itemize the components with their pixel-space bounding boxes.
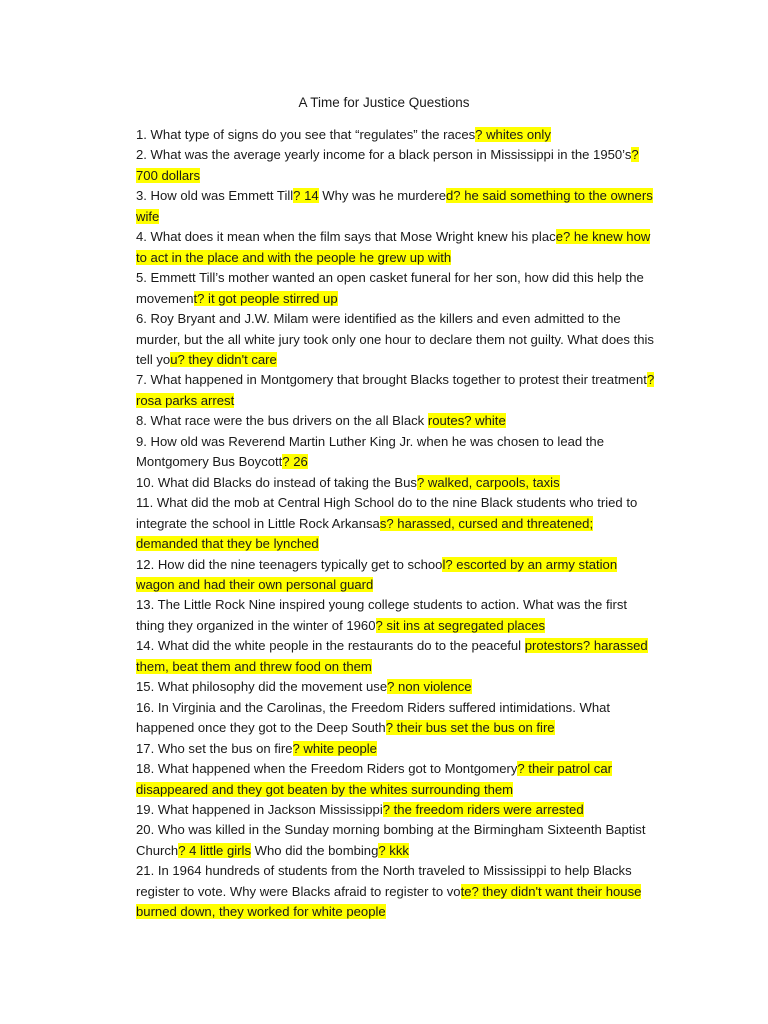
question-text: In 1964 hundreds of students from the North traveled to Mississippi to help Blacks register to vote. Why were Blacks afraid to register to vo — [136, 863, 632, 899]
answer-highlight: ? non violence — [387, 679, 472, 695]
question-text: How old was Reverend Martin Luther King Jr. when he was chosen to lead the Montgomery Bus Boycott — [136, 433, 605, 470]
question-item — [136, 800, 656, 820]
answer-highlight: ? the freedom riders were arrested — [382, 801, 584, 817]
question-item — [136, 186, 656, 227]
answer-highlight: ? sit ins at segregated places — [375, 617, 546, 633]
question-text: Who was killed in the Sunday morning bombing at the Birmingham Sixteenth Baptist Church — [136, 822, 646, 858]
question-number: 14. — [136, 638, 155, 654]
question-number: 10. — [136, 474, 155, 490]
question-item — [136, 125, 656, 145]
answer-highlight: ? their patrol car disappeared and they got beaten by the whites surrounding them — [136, 761, 613, 797]
question-item — [136, 227, 656, 268]
answer-highlight: ? walked, carpools, taxis — [416, 474, 560, 490]
question-number: 5. — [136, 270, 147, 286]
question-number: 11. — [136, 495, 154, 511]
question-number: 15. — [136, 679, 155, 695]
question-item — [136, 636, 656, 677]
question-text: Why was he murdere — [318, 188, 447, 204]
question-text: Who did the bombing — [251, 842, 379, 858]
question-text: How did the nine teenagers typically get to schoo — [154, 556, 443, 572]
answer-highlight: e? he knew how to act in the place and with the people he grew up with — [136, 229, 651, 265]
answer-highlight: ? whites only — [475, 127, 551, 142]
question-text: What does it mean when the film says that Mose Wright knew his plac — [146, 229, 556, 245]
question-number: 2. — [136, 147, 147, 163]
question-text: What was the average yearly income for a black person in Mississippi in the 1950’s — [146, 147, 632, 163]
page-title: A Time for Justice Questions — [298, 95, 470, 110]
question-number: 8. — [136, 413, 147, 429]
question-text: What happened when the Freedom Riders got to Montgomery — [154, 761, 518, 777]
question-item — [136, 820, 656, 861]
question-number: 16. — [136, 699, 155, 715]
question-text: How old was Emmett Till — [146, 188, 294, 204]
answer-highlight: ? 4 little girls — [178, 842, 251, 858]
question-number: 21. — [136, 863, 155, 879]
question-number: 6. — [136, 311, 147, 327]
answer-highlight: ? white people — [292, 740, 377, 756]
question-item — [136, 759, 656, 800]
question-item — [136, 555, 656, 596]
question-item — [136, 268, 656, 309]
answer-highlight: ? 14 — [293, 188, 319, 204]
question-text: What type of signs do you see that “regulates” the races — [146, 127, 476, 142]
answer-highlight: l? escorted by an army station wagon and had their own personal guard — [136, 556, 618, 592]
question-item — [136, 370, 656, 411]
question-list — [136, 125, 656, 923]
question-item — [136, 677, 656, 697]
question-text: What philosophy did the movement use — [154, 679, 388, 695]
answer-highlight: protestors? harassed them, beat them and threw food on them — [136, 638, 648, 674]
answer-highlight: u? they didn't care — [170, 351, 277, 367]
question-item — [136, 739, 656, 759]
answer-highlight: s? harassed, cursed and threatened; demanded that they be lynched — [136, 515, 594, 552]
question-item — [136, 595, 656, 636]
question-number: 1. — [136, 127, 147, 142]
answer-highlight: ? rosa parks arrest — [136, 372, 655, 408]
question-item — [136, 698, 656, 739]
question-item — [136, 411, 656, 431]
question-text: Emmett Till’s mother wanted an open casket funeral for her son, how did this help the movemen — [136, 270, 644, 306]
question-text: Roy Bryant and J.W. Milam were identified as the killers and even admitted to the murder, but the all white jury took only one hour to declare them not guilty. What does this tell yo — [136, 311, 654, 367]
question-number: 13. — [136, 597, 155, 613]
question-item — [136, 493, 656, 554]
question-text: What happened in Montgomery that brought Blacks together to protest their treatment — [146, 372, 647, 388]
question-text: What did Blacks do instead of taking the Bus — [154, 474, 417, 490]
question-item — [136, 309, 656, 370]
question-number: 18. — [136, 761, 155, 777]
question-item — [136, 861, 656, 922]
question-item — [136, 145, 656, 186]
question-number: 20. — [136, 822, 155, 838]
question-number: 7. — [136, 372, 147, 388]
answer-highlight: d? he said something to the owners wife — [136, 188, 653, 224]
answer-highlight: ? 700 dollars — [136, 147, 639, 183]
answer-highlight: ? kkk — [378, 842, 409, 858]
question-number: 4. — [136, 229, 147, 245]
answer-highlight: t? it got people stirred up — [193, 290, 338, 306]
question-number: 3. — [136, 188, 147, 204]
question-number: 12. — [136, 556, 155, 572]
question-number: 9. — [136, 433, 147, 449]
answer-highlight: ? 26 — [282, 454, 308, 470]
question-text: Who set the bus on fire — [154, 740, 293, 756]
question-text: What did the mob at Central High School do to the nine Black students who tried to integrate the school in Little Rock Arkansa — [136, 495, 638, 531]
question-text: In Virginia and the Carolinas, the Freedom Riders suffered intimidations. What happened once they got to the Deep South — [136, 699, 611, 736]
answer-highlight: routes? white — [427, 413, 506, 429]
question-text: What happened in Jackson Mississippi — [154, 801, 383, 817]
answer-highlight: ? their bus set the bus on fire — [385, 720, 555, 736]
question-item — [136, 473, 656, 493]
question-number: 19. — [136, 801, 155, 817]
answer-highlight: te? they didn't want their house burned down, they worked for white people — [136, 883, 642, 920]
question-text: The Little Rock Nine inspired young college students to action. What was the first thing they organized in the winter of 1960 — [136, 597, 628, 633]
question-item — [136, 432, 656, 473]
question-number: 17. — [136, 740, 155, 756]
question-text: What did the white people in the restaurants do to the peaceful — [154, 638, 525, 654]
question-text: What race were the bus drivers on the all Black — [146, 413, 428, 429]
